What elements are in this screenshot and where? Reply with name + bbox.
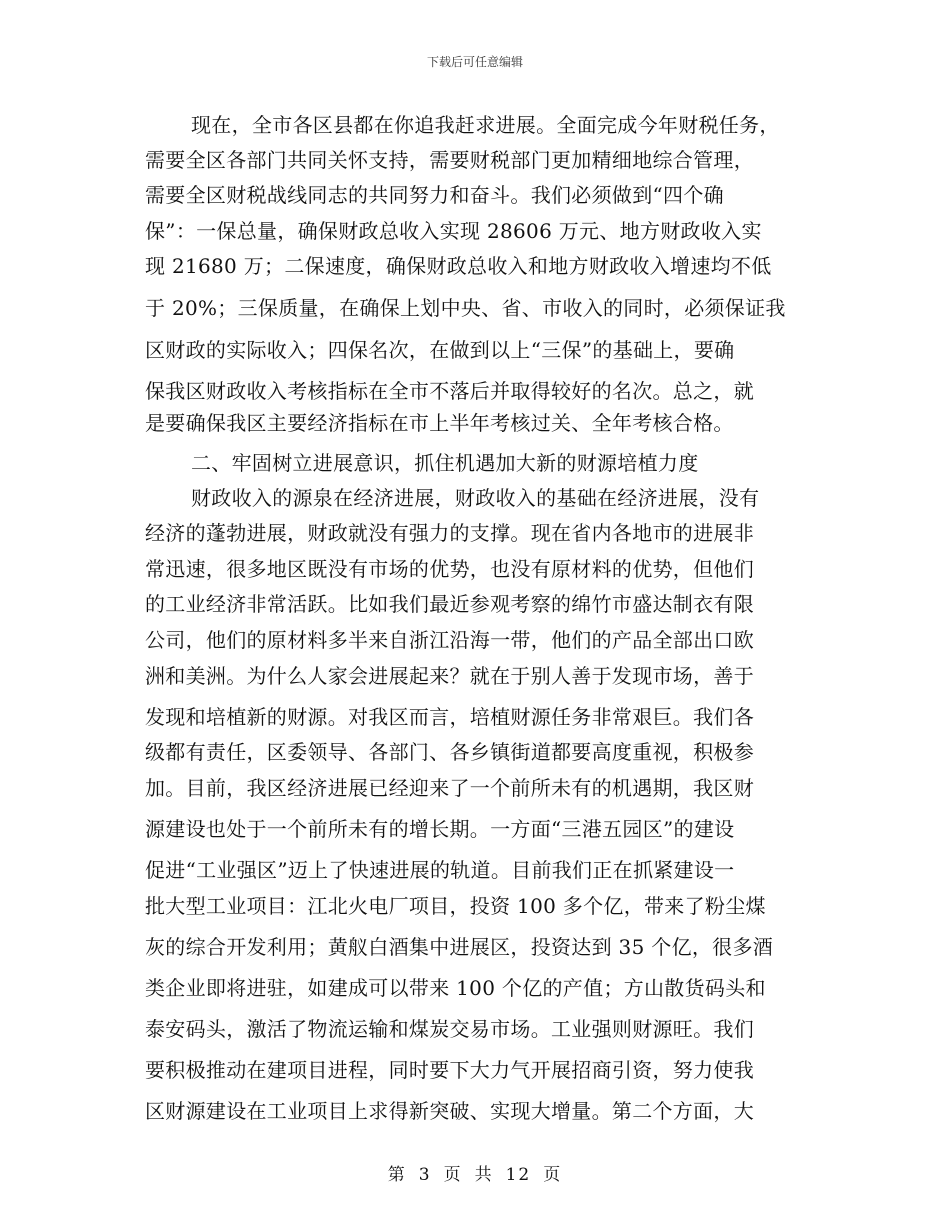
footer-label-gong: 共 [474,1165,494,1185]
total-pages-number: 12 [505,1165,532,1185]
footer-label-ye: 页 [443,1165,463,1185]
body-line: 是要确保我区主要经济指标在市上半年考核过关、全年考核合格。 [145,411,734,435]
body-line: 区财政的实际收入；四保名次，在做到以上“三保”的基础上，要确 [145,338,735,362]
body-line: 需要全区财税战线同志的共同努力和奋斗。我们必须做到“四个确 [145,183,724,207]
body-line: 需要全区各部门共同关怀支持，需要财税部门更加精细地综合管理， [145,148,754,172]
body-line: 级都有责任，区委领导、各部门、各乡镇街道都要高度重视，积极参 [145,740,754,764]
body-line: 经济的蓬勃进展，财政就没有强力的支撑。现在省内各地市的进展非 [145,521,754,545]
body-line: 批大型工业项目：江北火电厂项目，投资 100 多个亿，带来了粉尘煤 [145,894,766,918]
body-line: 泰安码头，激活了物流运输和煤炭交易市场。工业强则财源旺。我们 [145,1017,754,1041]
body-line: 灰的综合开发利用；黄舣白酒集中进展区，投资达到 35 个亿，很多酒 [145,935,774,959]
body-line: 要积极推动在建项目进程，同时要下大力气开展招商引资，努力使我 [145,1058,754,1082]
body-line: 保我区财政收入考核指标在全市不落后并取得较好的名次。总之，就 [145,379,754,403]
footer-label-di: 第 [387,1165,407,1185]
body-line: 洲和美洲。为什么人家会进展起来？就在于别人善于发现市场，善于 [145,664,754,688]
body-line: 常迅速，很多地区既没有市场的优势，也没有原材料的优势，但他们 [145,557,754,581]
current-page-number: 3 [418,1165,432,1185]
body-line: 现 21680 万；二保速度，确保财政总收入和地方财政收入增速均不低 [145,254,772,278]
footer-label-ye-2: 页 [543,1165,563,1185]
body-line: 加。目前，我区经济进展已经迎来了一个前所未有的机遇期，我区财 [145,776,754,800]
body-line: 的工业经济非常活跃。比如我们最近参观考察的绵竹市盛达制衣有限 [145,592,754,616]
body-line: 保”：一保总量，确保财政总收入实现 28606 万元、地方财政收入实 [145,219,762,243]
body-line: 促进“工业强区”迈上了快速进展的轨道。目前我们正在抓紧建设一 [145,858,735,882]
section-heading: 二、牢固树立进展意识，抓住机遇加大新的财源培植力度 [191,451,699,475]
body-line: 于 20%；三保质量，在确保上划中央、省、市收入的同时，必须保证我 [145,296,786,320]
body-line: 公司，他们的原材料多半来自浙江沿海一带，他们的产品全部出口欧 [145,628,754,652]
body-line: 类企业即将进驻，如建成可以带来 100 个亿的产值；方山散货码头和 [145,976,766,1000]
body-line: 发现和培植新的财源。对我区而言，培植财源任务非常艰巨。我们各 [145,705,754,729]
body-line: 财政收入的源泉在经济进展，财政收入的基础在经济进展，没有 [191,486,760,510]
body-line: 区财源建设在工业项目上求得新突破、实现大增量。第二个方面，大 [145,1099,754,1123]
body-line: 现在，全市各区县都在你追我赶求进展。全面完成今年财税任务， [191,113,780,137]
page-footer [0,1160,950,1185]
page-header: 下载后可任意编辑 [426,55,523,69]
body-line: 源建设也处于一个前所未有的增长期。一方面“三港五园区”的建设 [145,817,735,841]
